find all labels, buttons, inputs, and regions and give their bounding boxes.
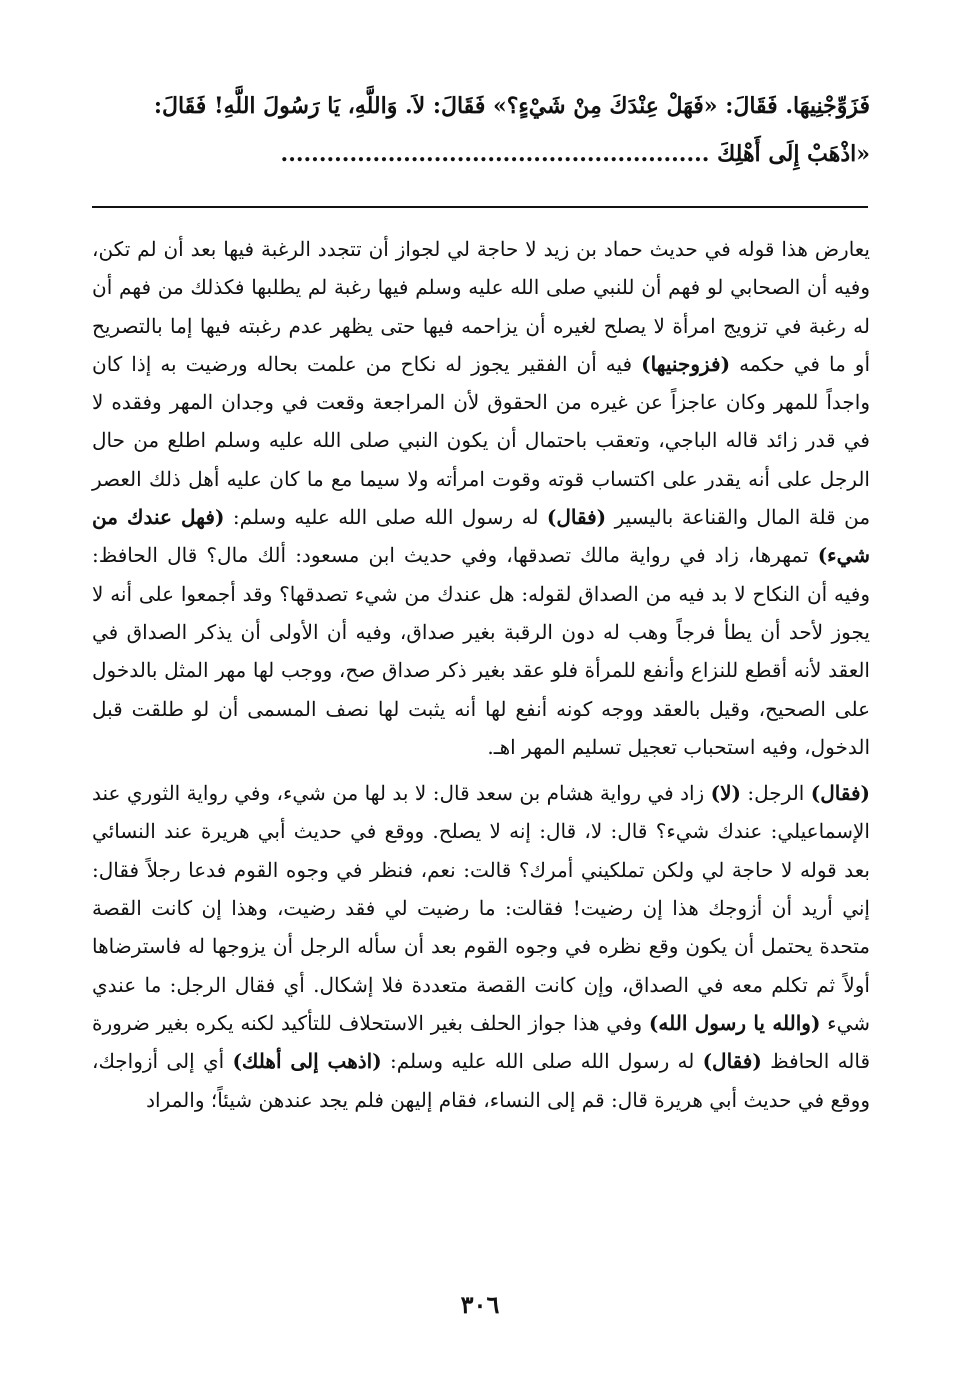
commentary-text: له رسول الله صلى الله عليه وسلم: xyxy=(389,1049,695,1074)
hadith-line-2: «اذْهَبْ إِلَى أَهْلِكَ xyxy=(717,141,870,167)
quoted-term: (فزوجنيها) xyxy=(641,351,731,376)
commentary xyxy=(92,230,870,1119)
hadith-line-1: فَزَوِّجْنِيهَا. فَقَالَ: «فَهَلْ عِنْدَكَ مِنْ شَيْءٍ؟» فَقَالَ: لاَ. وَاللَّهِ، يَا رَسُولَ اللَّهِ! فَقَالَ: xyxy=(153,93,870,119)
quoted-term: (فقال) xyxy=(702,1049,762,1074)
quoted-term: (لا) xyxy=(710,781,741,806)
commentary-text: وفي هذا جواز الحلف بغير الاستحلاف للتأكيد لكنه يكره بغير ضرورة قاله الحافظ xyxy=(92,1010,871,1074)
commentary-text: زاد في رواية هشام بن سعد قال: لا بد لها من شيء، وفي رواية الثوري عند الإسماعيلي: عندك شيء؟ قال: لا، قال: إنه لا يصلح. ووقع في حديث أبي هريرة عند النسائي بعد قوله لا حاجة لي ولكن تملكيني أمرك؟ قالت: نعم، فنظر في وجوه القوم فدعا رجلاً فقال: إني أريد أن أزوجك هذا إن رضيت! فقالت: ما رضيت لي فقد رضيت، وهذا إن كانت القصة متحدة يحتمل أن يكون وقع نظره في وجوه القوم بعد أن سأله الرجل أن يزوجها له فاسترضاها أولاً ثم تكلم معه في الصداق، وإن كانت القصة متعددة فلا إشكال. أي فقال الرجل: ما عندي شيء xyxy=(92,781,871,1035)
quoted-term: (فقال) xyxy=(546,505,607,530)
commentary-text: له رسول الله صلى الله عليه وسلم: xyxy=(232,505,539,530)
hadith-text xyxy=(92,82,870,178)
page-number: ٣٠٦ xyxy=(460,1290,500,1319)
commentary-text: تمهرها، زاد في رواية مالك تصدقها، وفي حديث ابن مسعود: ألك مال؟ قال الحافظ: وفيه أن النكاح لا بد فيه من الصداق لقوله: هل عندك من شيء تصدقها؟ وقد أجمعوا على أنه لا يجوز لأحد أن يطأ فرجاً وهب له دون الرقبة بغير صداق، وفيه أن الأولى أن يذكر الصداق في العقد لأنه أقطع للنزاع وأنفع للمرأة فلو عقد بغير ذكر صداق صح، ووجب لها مهر المثل بالدخول على الصحيح، وقيل بالعقد ووجه كونه أنفع لها أنه يثبت لها نصف المسمى أن لو طلقت قبل الدخول، وفيه استحباب تعجيل تسليم المهر اهـ. xyxy=(92,543,870,759)
commentary-paragraph-1 xyxy=(92,230,870,766)
footnote-divider xyxy=(92,206,868,208)
commentary-paragraph-2 xyxy=(92,774,870,1119)
commentary-text: أي إلى أزواجك، ووقع في حديث أبي هريرة قال: قم إلى النساء، فقام إليهن فلم يجد عندهن شيئاً؛ والمراد xyxy=(92,1049,870,1112)
commentary-text: فيه أن الفقير يجوز له نكاح من علمت بحاله ورضيت به إذا كان واجداً للمهر وكان عاجزاً عن غيره من الحقوق لأن المراجعة وقعت في وجدان المهر وفقده لا في قدر زائد قاله الباجي، وتعقب باحتمال أن يكون النبي صلى الله عليه وسلم اطلع من حال الرجل على أنه يقدر على اكتساب قوته وقوت امرأته ولا سيما مع ما كان عليه أهل ذلك العصر من قلة المال والقناعة باليسير xyxy=(92,351,871,530)
quoted-term: (فقال) xyxy=(810,781,871,806)
quoted-term: (فهل عندك من شيء) xyxy=(92,505,870,568)
continuation-leader: ........................................................ xyxy=(280,141,710,167)
commentary-text: يعارض هذا قوله في حديث حماد بن زيد لا حاجة لي لجواز أن تتجدد الرغبة فيها بعد أن لم تكن، وفيه أن الصحابي لو فهم أن للنبي صلى الله عليه وسلم فيها رغبة لم يطلبها فكذلك من فهم أن له رغبة في تزويج امرأة لا يصلح لغيره أن يزاحمه فيها حتى يظهر عدم رغبته فيها إما بالتصريح أو ما في حكمه xyxy=(92,237,871,376)
quoted-term: (اذهب إلى أهلك) xyxy=(232,1049,382,1074)
quoted-term: (والله يا رسول الله) xyxy=(648,1010,821,1035)
commentary-text: الرجل: xyxy=(747,781,805,806)
